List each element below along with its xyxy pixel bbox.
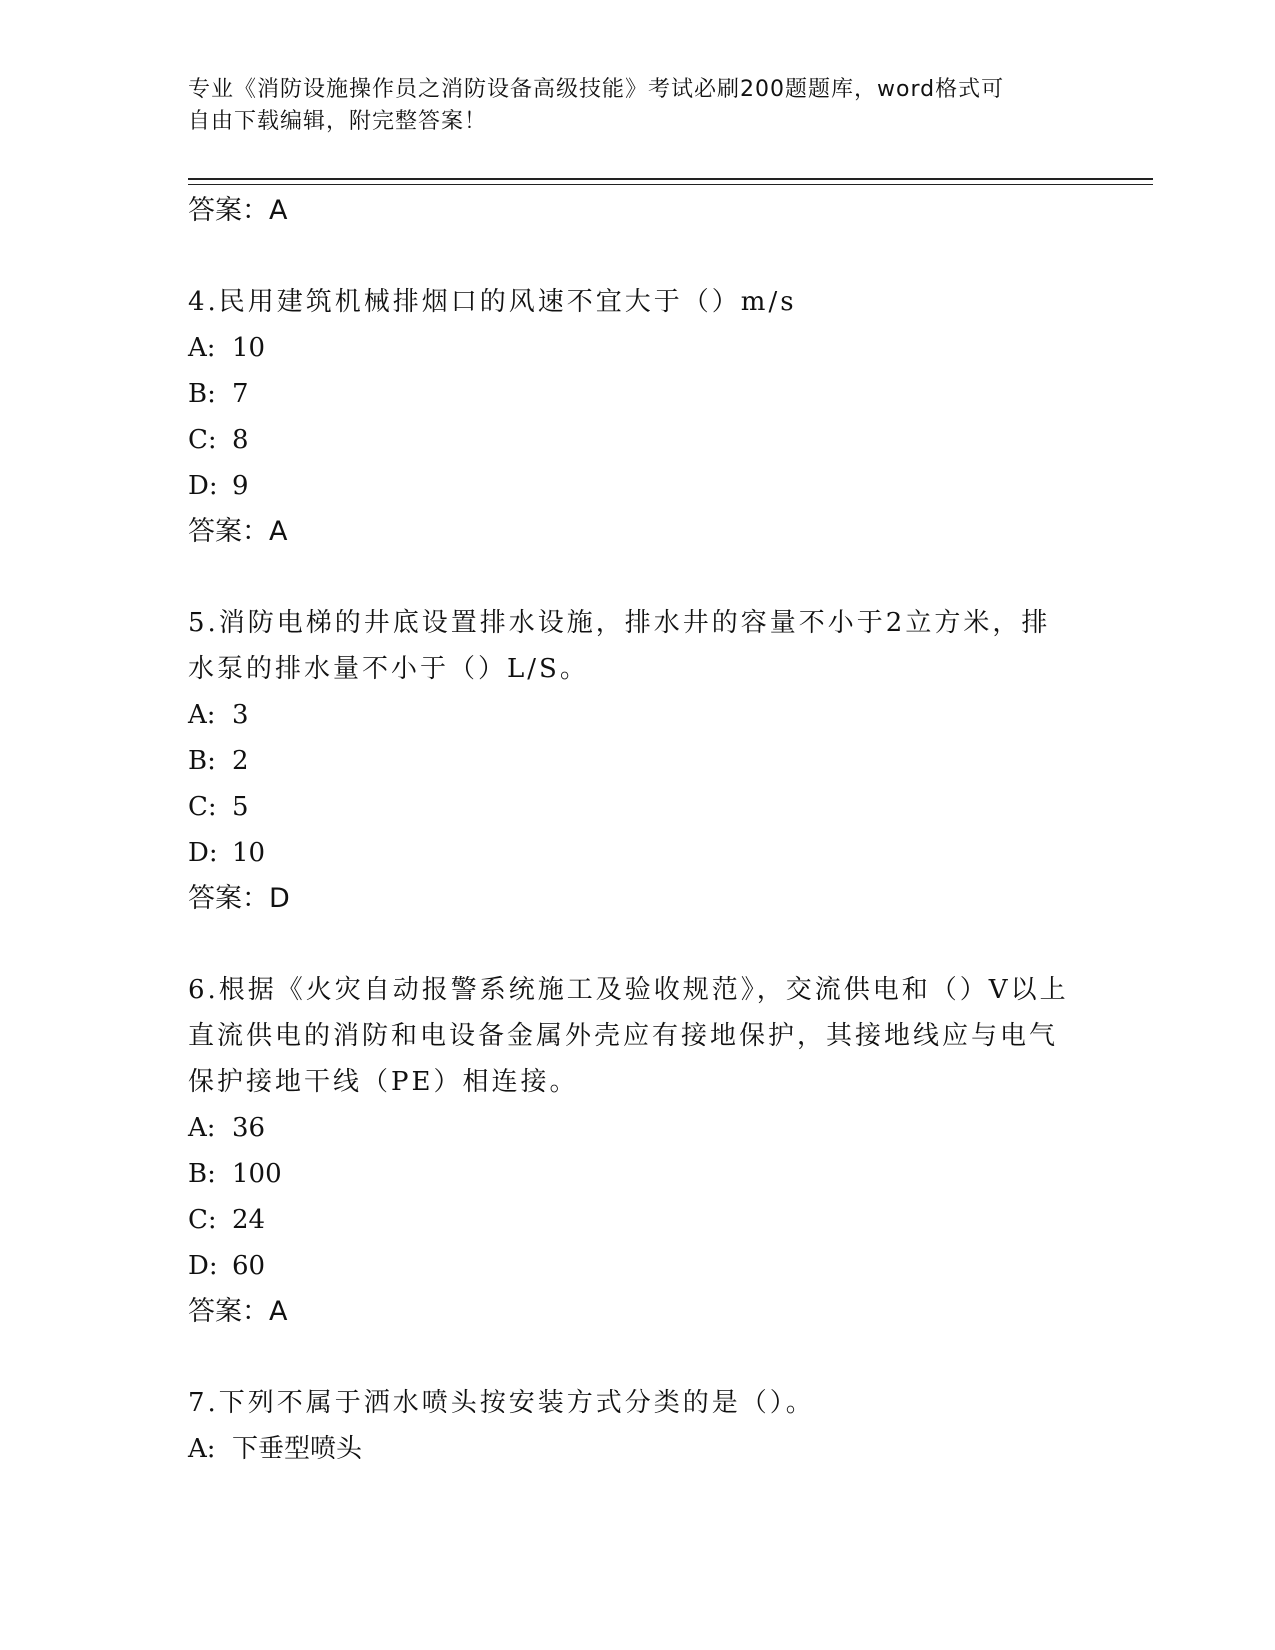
question-6: [188, 967, 1088, 1335]
answer-line: 答案：A: [188, 195, 288, 226]
header-divider-thin: [188, 184, 1153, 185]
question-text-line-2: 水泵的排水量不小于（）L/S。: [188, 654, 589, 684]
question-text-line-2: 直流供电的消防和电设备金属外壳应有接地保护，其接地线应与电气: [188, 1021, 1059, 1051]
answer-line: 答案：D: [188, 883, 290, 914]
option-a: A: 10: [188, 333, 266, 363]
question-text: 7.下列不属于洒水喷头按安装方式分类的是（）。: [188, 1388, 815, 1418]
option-b: B: 7: [188, 379, 249, 409]
question-list: [188, 188, 1088, 1472]
question-5: [188, 600, 1088, 922]
question-7: [188, 1380, 1088, 1472]
option-c: C: 24: [188, 1205, 266, 1235]
option-a: A: 36: [188, 1113, 266, 1143]
header-divider-thick: [188, 178, 1153, 180]
option-c: C: 8: [188, 425, 249, 455]
option-c: C: 5: [188, 792, 249, 822]
question-text-line-1: 5.消防电梯的井底设置排水设施，排水井的容量不小于2立方米，排: [188, 608, 1051, 638]
option-d: D: 9: [188, 471, 249, 501]
question-4: [188, 279, 1088, 555]
header-line-1: 专业《消防设施操作员之消防设备高级技能》考试必刷200题题库，word格式可: [188, 77, 1005, 102]
option-b: B: 100: [188, 1159, 282, 1189]
question-text-line-3: 保护接地干线（PE）相连接。: [188, 1067, 579, 1097]
question-text-line-1: 6.根据《火灾自动报警系统施工及验收规范》，交流供电和（）V以上: [188, 975, 1069, 1005]
option-a: A: 下垂型喷头: [188, 1434, 363, 1464]
question-text: 4.民用建筑机械排烟口的风速不宜大于（）m/s: [188, 287, 797, 317]
answer-line: 答案：A: [188, 516, 288, 547]
option-b: B: 2: [188, 746, 249, 776]
option-a: A: 3: [188, 700, 249, 730]
option-d: D: 60: [188, 1251, 266, 1281]
header-line-2: 自由下载编辑，附完整答案！: [188, 109, 488, 134]
option-d: D: 10: [188, 838, 266, 868]
answer-line: 答案：A: [188, 1296, 288, 1327]
document-header: [188, 74, 1068, 138]
